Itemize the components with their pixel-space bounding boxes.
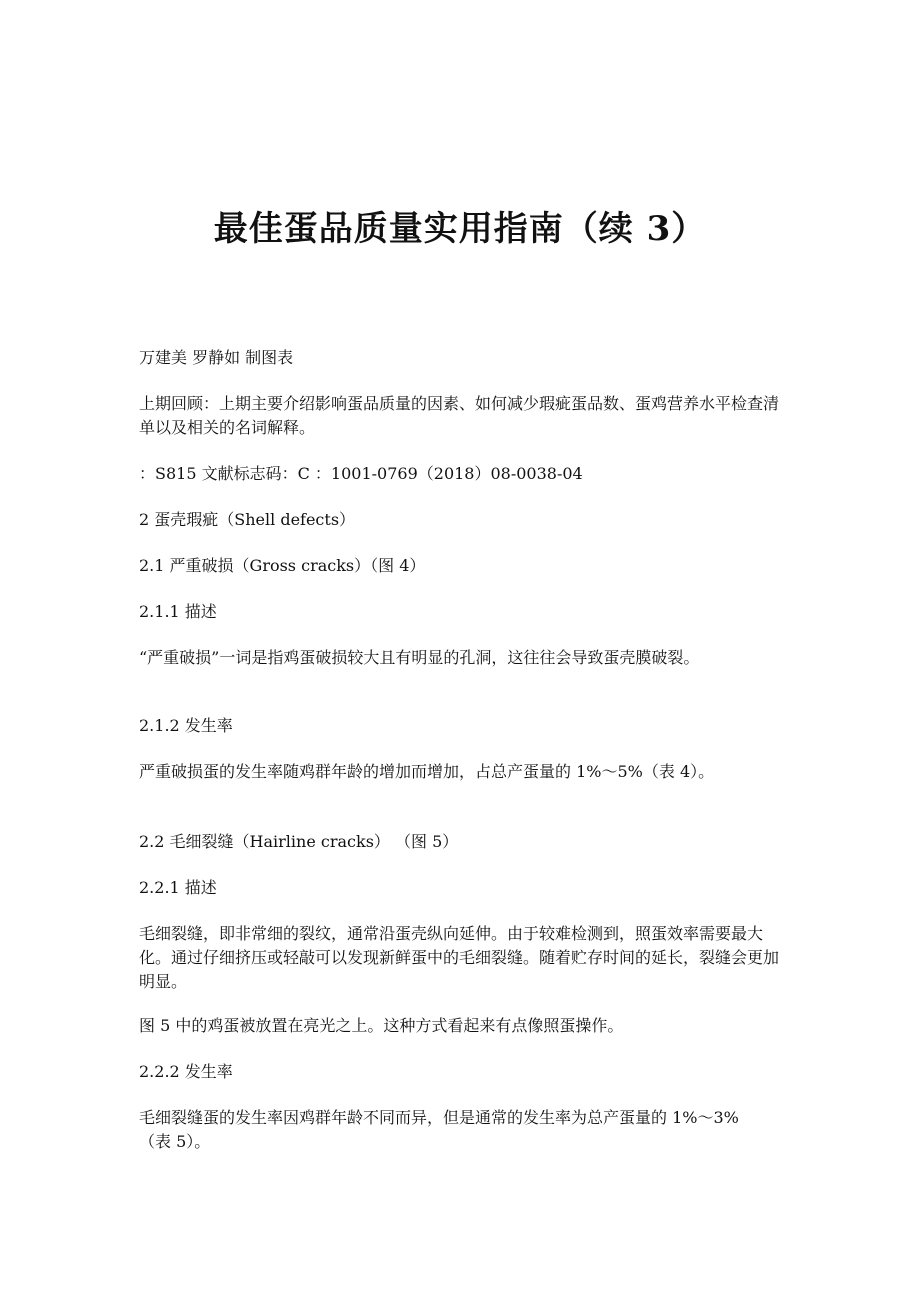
document-title: 最佳蛋品质量实用指南（续 3） — [213, 208, 707, 249]
paragraph-2-2-2: 毛细裂缝蛋的发生率因鸡群年龄不同而异，但是通常的发生率为总产蛋量的 1%～3%（表 5）。 — [139, 1108, 739, 1151]
section-heading-2-2-1: 2.2.1 描述 — [139, 878, 217, 897]
section-heading-2-1-1: 2.1.1 描述 — [139, 602, 217, 621]
authors-line: 万建美 罗静如 制图表 — [139, 348, 294, 367]
section-heading-2-2-2: 2.2.2 发生率 — [139, 1062, 233, 1081]
section-heading-2: 2 蛋壳瑕疵（Shell defects） — [139, 510, 356, 529]
section-heading-2-1-2: 2.1.2 发生率 — [139, 716, 233, 735]
paragraph-2-1-2: 严重破损蛋的发生率随鸡群年龄的增加而增加，占总产蛋量的 1%～5%（表 4）。 — [139, 762, 715, 781]
previous-issue-review: 上期回顾：上期主要介绍影响蛋品质量的因素、如何减少瑕疵蛋品数、蛋鸡营养水平检查清单以及相关的名词解释。 — [139, 394, 780, 437]
paragraph-figure-5: 图 5 中的鸡蛋被放置在亮光之上。这种方式看起来有点像照蛋操作。 — [139, 1016, 624, 1035]
section-heading-2-2: 2.2 毛细裂缝（Hairline cracks） （图 5） — [139, 832, 459, 851]
classification-line: ：S815 文献标志码：C ：1001-0769（2018）08-0038-04 — [139, 464, 583, 483]
section-heading-2-1: 2.1 严重破损（Gross cracks）（图 4） — [139, 556, 426, 575]
paragraph-2-1-1: “严重破损”一词是指鸡蛋破损较大且有明显的孔洞，这往往会导致蛋壳膜破裂。 — [139, 648, 700, 667]
paragraph-2-2-1: 毛细裂缝，即非常细的裂纹，通常沿蛋壳纵向延伸。由于较难检测到，照蛋效率需要最大化。通过仔细挤压或轻敲可以发现新鲜蛋中的毛细裂缝。随着贮存时间的延长，裂缝会更加明显。 — [139, 924, 780, 991]
